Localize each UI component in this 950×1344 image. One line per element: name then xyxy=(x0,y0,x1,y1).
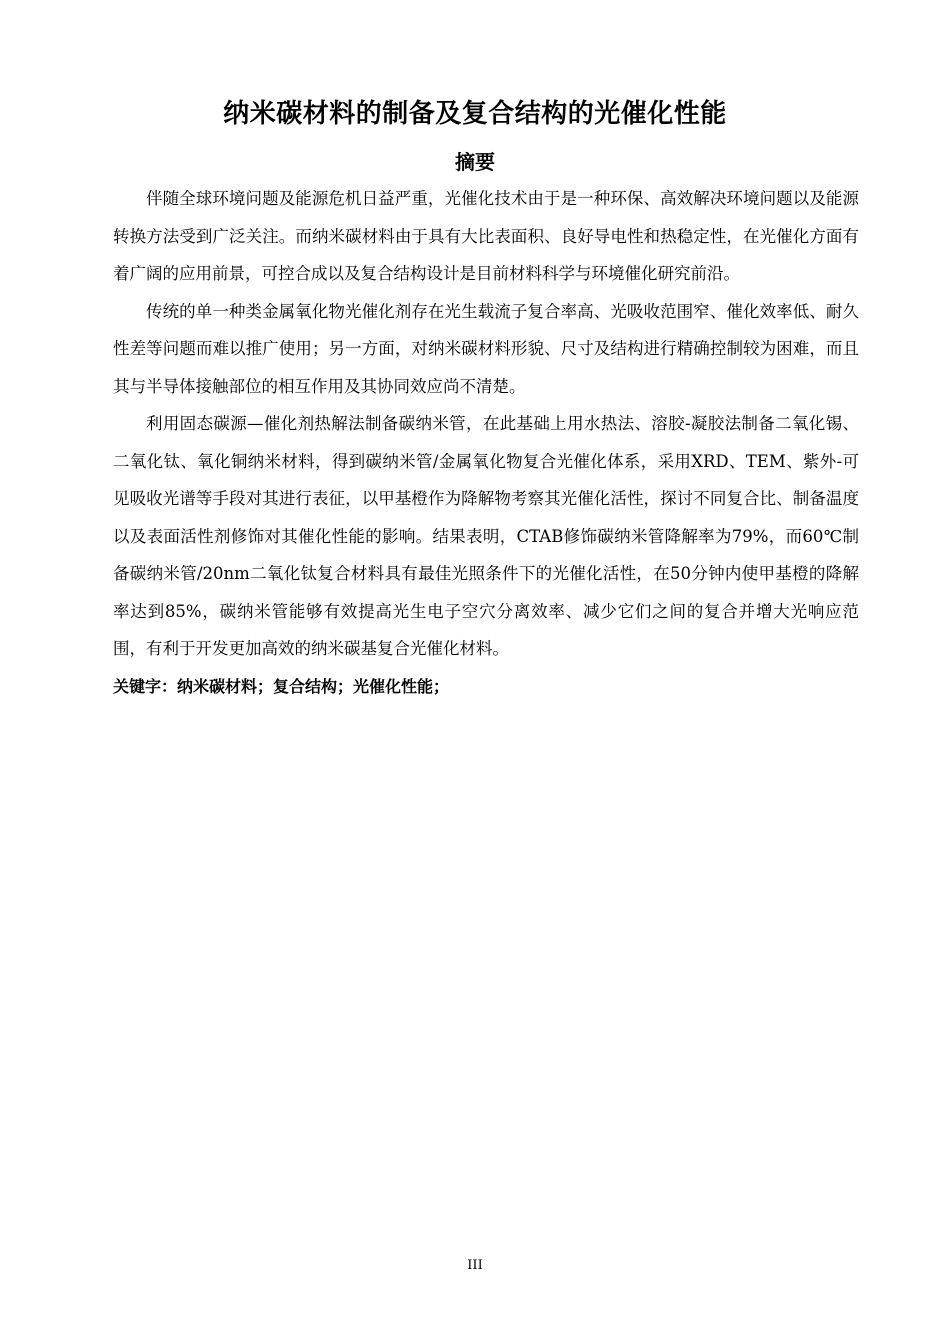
abstract-paragraph-3: 利用固态碳源—催化剂热解法制备碳纳米管，在此基础上用水热法、溶胶-凝胶法制备二氧化锡、二氧化钛、氧化铜纳米材料，得到碳纳米管/金属氧化物复合光催化体系，采用XRD、TEM、紫外-可见吸收光谱等手段对其进行表征，以甲基橙作为降解物考察其光催化活性，探讨不同复合比、制备温度以及表面活性剂修饰对其催化性能的影响。结果表明，CTAB修饰碳纳米管降解率为79%，而60℃制备碳纳米管/20nm二氧化钛复合材料具有最佳光照条件下的光催化活性，在50分钟内使甲基橙的降解率达到85%，碳纳米管能够有效提高光生电子空穴分离效率、减少它们之间的复合并增大光响应范围，有利于开发更加高效的纳米碳基复合光催化材料。 xyxy=(113,414,859,658)
keywords-line: 关键字：纳米碳材料；复合结构；光催化性能； xyxy=(113,676,450,696)
abstract-paragraph-1: 伴随全球环境问题及能源危机日益严重，光催化技术由于是一种环保、高效解决环境问题以及能源转换方法受到广泛关注。而纳米碳材料由于具有大比表面积、良好导电性和热稳定性，在光催化方面有着广阔的应用前景，可控合成以及复合结构设计是目前材料科学与环境催化研究前沿。 xyxy=(113,189,859,283)
document-title: 纳米碳材料的制备及复合结构的光催化性能 xyxy=(223,99,727,129)
page-number: III xyxy=(467,1258,483,1273)
abstract-paragraph-2: 传统的单一种类金属氧化物光催化剂存在光生载流子复合率高、光吸收范围窄、催化效率低、耐久性差等问题而难以推广使用；另一方面，对纳米碳材料形貌、尺寸及结构进行精确控制较为困难，而且其与半导体接触部位的相互作用及其协同效应尚不清楚。 xyxy=(113,301,859,396)
abstract-body xyxy=(113,180,859,706)
abstract-heading: 摘要 xyxy=(455,150,495,174)
